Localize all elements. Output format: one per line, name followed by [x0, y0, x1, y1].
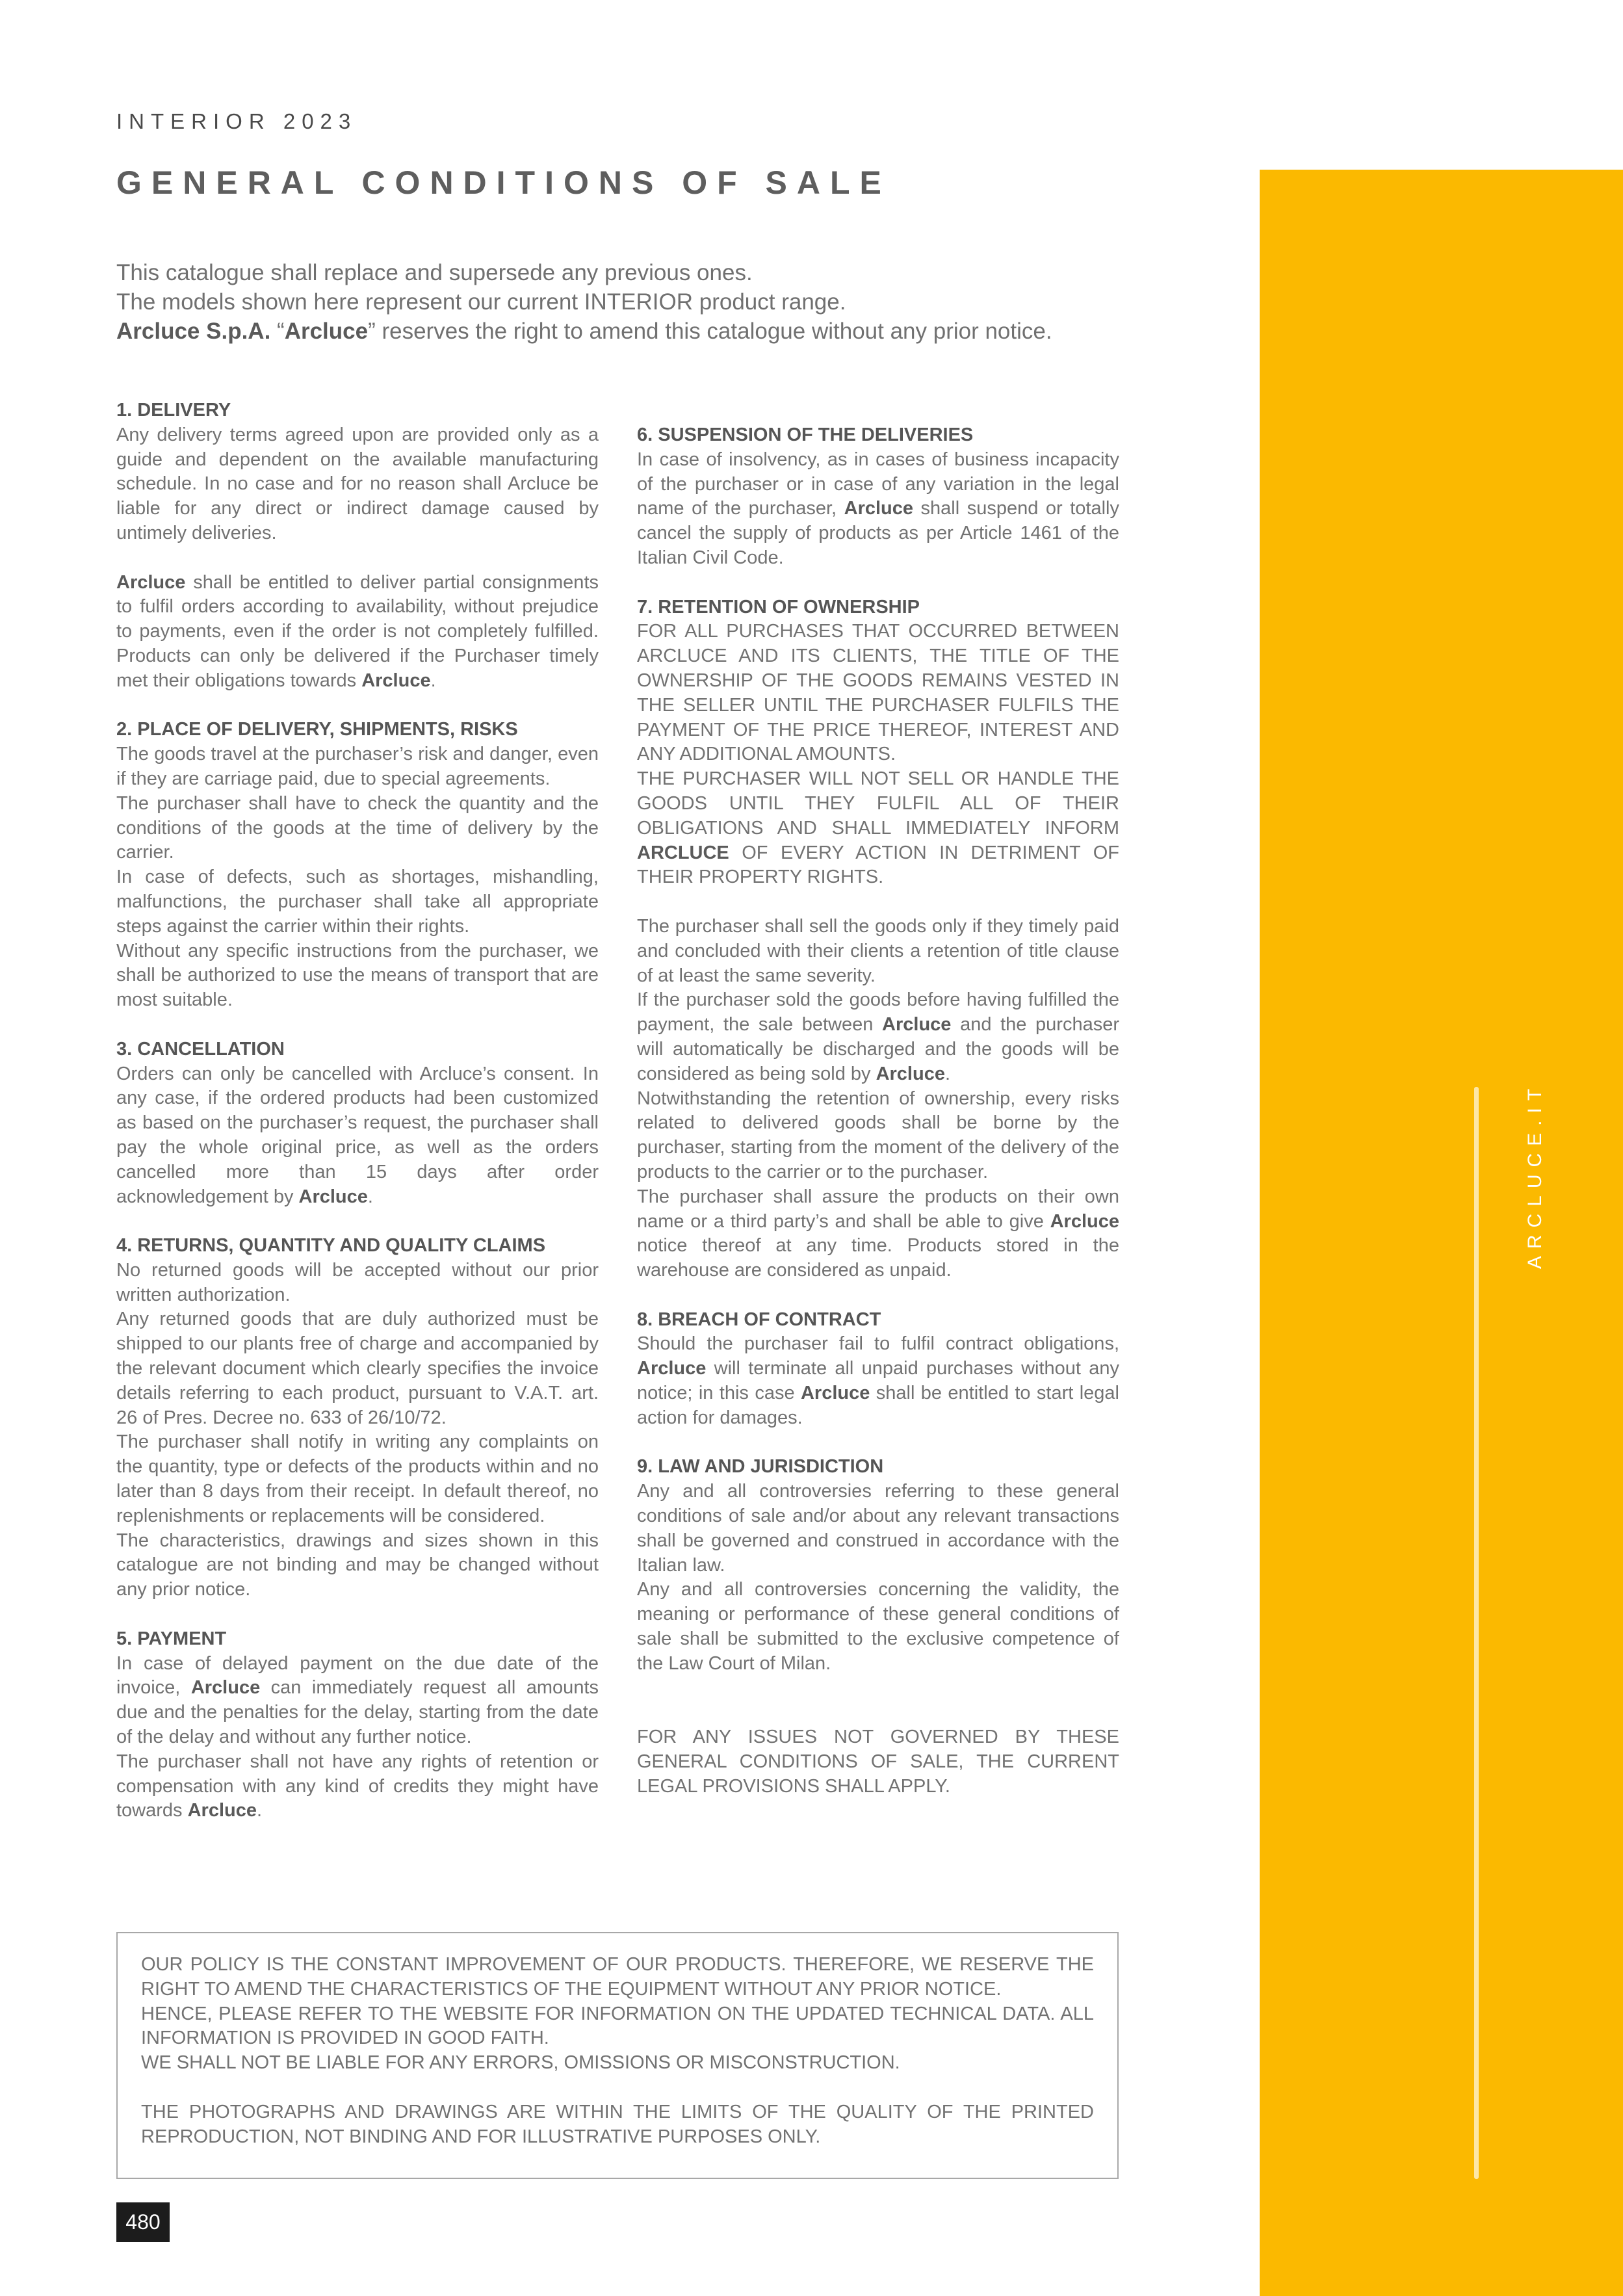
section-heading: 5. PAYMENT [116, 1628, 227, 1649]
section-heading: 1. DELIVERY [116, 400, 231, 421]
section-paragraph: Notwithstanding the retention of ownership, every risks related to delivered goods shall be borne by the purchaser, starting from the moment of the delivery of the products to the carrier or to the purchaser. [637, 1088, 1119, 1182]
section-heading: 8. BREACH OF CONTRACT [637, 1309, 881, 1330]
section-paragraph: Any returned goods that are duly authorized must be shipped to our plants free of charge and accompanied by the relevant document which clearly specifies the invoice details referring to each product, pursuant to V.A.T. art. 26 of Pres. Decree no. 633 of 26/10/72. [116, 1309, 599, 1428]
section-heading: 3. CANCELLATION [116, 1038, 285, 1060]
section-paragraph: In case of defects, such as shortages, mishandling, malfunctions, the purchaser shall take all appropriate steps against the carrier within their rights. [116, 867, 599, 937]
page-title: GENERAL CONDITIONS OF SALE [116, 164, 891, 201]
section-heading: 2. PLACE OF DELIVERY, SHIPMENTS, RISKS [116, 719, 518, 740]
closing-statement: FOR ANY ISSUES NOT GOVERNED BY THESE GENERAL CONDITIONS OF SALE, THE CURRENT LEGAL PROVISIONS SHALL APPLY. [637, 1727, 1119, 1797]
website-vertical-label: ARCLUCE.IT [1524, 1081, 1546, 1270]
section-heading: 9. LAW AND JURISDICTION [637, 1456, 884, 1478]
section-paragraph: The purchaser shall notify in writing any complaints on the quantity, type or defects of the products within and no later than 8 days from their receipt. In default thereof, no replenishments or replacements will be considered. [116, 1431, 599, 1526]
notice-paragraph: WE SHALL NOT BE LIABLE FOR ANY ERRORS, OMISSIONS OR MISCONSTRUCTION. [141, 2052, 900, 2074]
catalogue-kicker: INTERIOR 2023 [116, 109, 357, 133]
page-number: 480 [116, 2202, 170, 2242]
section-paragraph: The characteristics, drawings and sizes shown in this catalogue are not binding and may be changed without any prior notice. [116, 1530, 599, 1600]
section-heading: 6. SUSPENSION OF THE DELIVERIES [637, 424, 974, 445]
section-paragraph: The purchaser shall not have any rights of retention or compensation with any kind of credits they might have towards Arcluce. [116, 1751, 599, 1821]
section-paragraph: Any and all controversies concerning the validity, the meaning or performance of these general conditions of sale shall be submitted to the exclusive competence of the Law Court of Milan. [637, 1579, 1119, 1674]
notice-paragraph: HENCE, PLEASE REFER TO THE WEBSITE FOR INFORMATION ON THE UPDATED TECHNICAL DATA. ALL INFORMATION IS PROVIDED IN GOOD FAITH. [141, 2003, 1094, 2049]
notice-paragraph: THE PHOTOGRAPHS AND DRAWINGS ARE WITHIN THE LIMITS OF THE QUALITY OF THE PRINTED REPRODUCTION, NOT BINDING AND FOR ILLUSTRATIVE PURPOSES ONLY. [141, 2101, 1094, 2147]
section-paragraph: THE PURCHASER WILL NOT SELL OR HANDLE THE GOODS UNTIL THEY FULFIL ALL OF THEIR OBLIGATIONS AND SHALL IMMEDIATELY INFORM ARCLUCE OF EVERY ACTION IN DETRIMENT OF THEIR PROPERTY RIGHTS. [637, 768, 1119, 888]
right-column [637, 423, 1119, 1799]
section-paragraph: In case of delayed payment on the due date of the invoice, Arcluce can immediately request all amounts due and the penalties for the delay, starting from the date of the delay and without any further notice. [116, 1652, 599, 1748]
accent-sidebar [1260, 170, 1623, 2296]
notice-paragraph: OUR POLICY IS THE CONSTANT IMPROVEMENT OF OUR PRODUCTS. THEREFORE, WE RESERVE THE RIGHT TO AMEND THE CHARACTERISTICS OF THE EQUIPMENT WITHOUT ANY PRIOR NOTICE. [141, 1954, 1094, 2000]
intro-line-3: Arcluce S.p.A. “Arcluce” reserves the right to amend this catalogue without any prior notice. [116, 319, 1052, 344]
section-paragraph: Any and all controversies referring to these general conditions of sale and/or about any relevant transactions shall be governed and construed in accordance with the Italian law. [637, 1481, 1119, 1576]
section-paragraph: Should the purchaser fail to fulfil contract obligations, Arcluce will terminate all unpaid purchases without any notice; in this case Arcluce shall be entitled to start legal action for damages. [637, 1333, 1119, 1428]
company-name: Arcluce S.p.A. [116, 319, 271, 344]
section-heading: 7. RETENTION OF OWNERSHIP [637, 596, 920, 618]
section-paragraph: The purchaser shall assure the products on their own name or a third party’s and shall be able to give Arcluce notice thereof at any time. Products stored in the warehouse are considered as unpaid. [637, 1186, 1119, 1281]
intro-block [116, 258, 1130, 346]
intro-line-2: The models shown here represent our current INTERIOR product range. [116, 289, 846, 315]
section-paragraph: No returned goods will be accepted without our prior written authorization. [116, 1259, 599, 1305]
section-paragraph: The goods travel at the purchaser’s risk and danger, even if they are carriage paid, due to special agreements. [116, 744, 599, 789]
section-paragraph: Any delivery terms agreed upon are provided only as a guide and dependent on the available manufacturing schedule. In no case and for no reason shall Arcluce be liable for any direct or indirect damage caused by untimely deliveries. [116, 424, 599, 543]
section-paragraph: The purchaser shall sell the goods only if they timely paid and concluded with their clients a retention of title clause of at least the same severity. [637, 915, 1119, 986]
section-paragraph: Orders can only be cancelled with Arcluce’s consent. In any case, if the ordered products had been customized as based on the purchaser’s request, the purchaser shall pay the whole original price, as well as the orders cancelled more than 15 days after order acknowledgement by Arcluce. [116, 1063, 599, 1207]
section-paragraph: Without any specific instructions from the purchaser, we shall be authorized to use the means of transport that are most suitable. [116, 940, 599, 1011]
section-paragraph: If the purchaser sold the goods before having fulfilled the payment, the sale between Arcluce and the purchaser will automatically be discharged and the goods will be considered as being sold by Arcluce. [637, 989, 1120, 1084]
section-paragraph: In case of insolvency, as in cases of business incapacity of the purchaser or in case of any variation in the legal name of the purchaser, Arcluce shall suspend or totally cancel the supply of products as per Article 1461 of the Italian Civil Code. [637, 449, 1120, 568]
intro-line-1: This catalogue shall replace and supersede any previous ones. [116, 260, 753, 285]
brand-name: Arcluce [284, 319, 369, 344]
left-column [116, 398, 599, 1823]
section-paragraph: FOR ALL PURCHASES THAT OCCURRED BETWEEN ARCLUCE AND ITS CLIENTS, THE TITLE OF THE OWNERSHIP OF THE GOODS REMAINS VESTED IN THE SELLER UNTIL THE PURCHASER FULFILS THE PAYMENT OF THE PRICE THEREOF, INTEREST AND ANY ADDITIONAL AMOUNTS. [637, 621, 1119, 765]
section-paragraph: The purchaser shall have to check the quantity and the conditions of the goods at the time of delivery by the carrier. [116, 792, 599, 863]
sidebar-rule [1474, 1087, 1479, 2179]
section-paragraph: Arcluce shall be entitled to deliver partial consignments to fulfil orders according to availability, without prejudice to payments, even if the order is not completely fulfilled. Products can only be delivered if the Purchaser timely met their obligations towards Arcluce. [116, 571, 599, 691]
policy-notice-box [116, 1932, 1119, 2179]
section-heading: 4. RETURNS, QUANTITY AND QUALITY CLAIMS [116, 1235, 546, 1257]
